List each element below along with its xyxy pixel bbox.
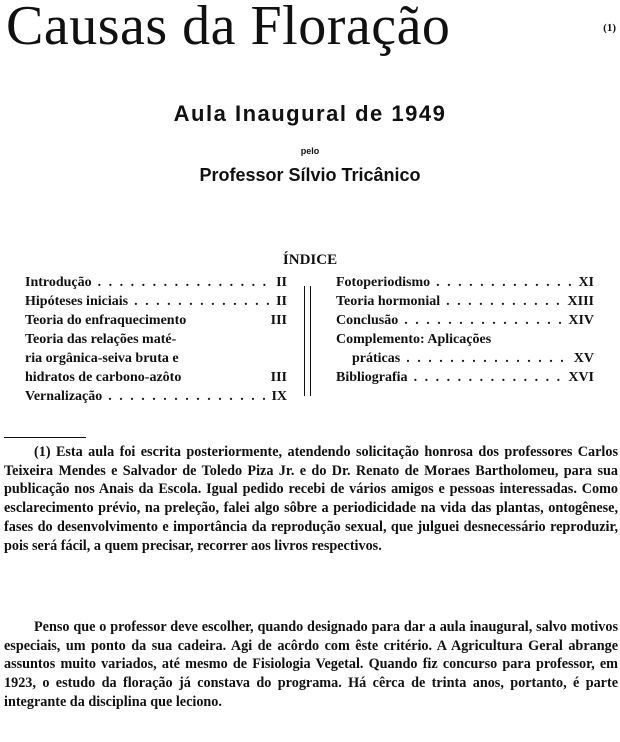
toc-entry[interactable] xyxy=(25,273,287,292)
toc-entry-page: XIII xyxy=(567,294,594,309)
toc-leader-dots xyxy=(414,368,563,387)
toc-entry-page: XV xyxy=(573,351,594,366)
toc-entry[interactable] xyxy=(336,292,594,311)
toc-entry-page: III xyxy=(270,370,287,385)
footnote-paragraph: Penso que o professor deve escolher, quando designado para dar a aula inaugural, salvo motivos especiais, um ponto da sua cadeira. Agi de acôrdo com êste critério. A Agricultura Geral abrange assuntos muito variados, até mesmo de Fisiologia Vegetal. Quando fiz concurso para professor, em 1923, o estudo da floração já constava do programa. Há cêrca de trinta anos, portanto, é parte integrante da disciplina que leciono. xyxy=(4,619,618,710)
toc-entry[interactable] xyxy=(336,368,594,387)
toc-entry-page: II xyxy=(276,294,287,309)
author-name: Professor Sílvio Tricânico xyxy=(199,165,421,185)
toc-entry-label: Teoria hormonial xyxy=(336,294,441,309)
toc-leader-dots xyxy=(446,292,561,311)
toc-entry-page: XI xyxy=(578,275,594,290)
toc-entry-label: Introdução xyxy=(25,275,92,290)
toc-entry-line: ria orgânica-seiva bruta e xyxy=(25,351,179,366)
toc-right-column xyxy=(336,273,594,387)
toc-entry-line: Teoria das relações maté- xyxy=(25,332,177,347)
byline-word: pelo xyxy=(300,146,320,156)
footnote-paragraph: (1) Esta aula foi escrita posteriormente, atendendo solicitação honrosa dos professores Carlos Teixeira Mendes e Salvador de Toledo Piza Jr. e do Dr. Renato de Moraes Bartholomeu, para sua publicação nos Anais da Escola. Igual pedido recebi de vários amigos e pessoas interessadas. Como esclarecimento prévio, na preleção, falei algo sôbre a periodicidade na vida das plantas, ontogênese, fases do desenvolvimento e importância da reprodução sexual, que julguei desnecessário reproduzir, pois será fácil, a quem precisar, recorrer aos livros respectivos. xyxy=(4,444,618,554)
toc-entry-page: XIV xyxy=(568,313,594,328)
toc-leader-dots xyxy=(108,387,265,406)
footnote-separator xyxy=(4,437,86,438)
toc-left-column xyxy=(25,273,287,406)
toc-entry[interactable] xyxy=(25,311,287,330)
toc-entry-line: Complemento: Aplicações xyxy=(336,332,492,347)
index-heading: ÍNDICE xyxy=(282,252,338,268)
toc-entry-line: hidratos de carbono-azôto xyxy=(25,370,182,385)
toc-column-divider xyxy=(304,286,311,396)
toc-leader-dots xyxy=(436,273,572,292)
toc-entry-label: Teoria do enfraquecimento xyxy=(25,313,187,328)
toc-entry-line: práticas xyxy=(352,351,401,366)
toc-entry-page: IX xyxy=(271,389,287,404)
toc-entry-label: Fotoperiodismo xyxy=(336,275,431,290)
toc-entry-page: II xyxy=(276,275,287,290)
toc-entry[interactable] xyxy=(25,292,287,311)
toc-entry-label: Conclusão xyxy=(336,313,399,328)
toc-entry-label: Bibliografia xyxy=(336,370,408,385)
toc-leader-dots xyxy=(134,292,270,311)
toc-entry[interactable] xyxy=(336,311,594,330)
title-row xyxy=(6,0,616,58)
toc-entry-multiline[interactable] xyxy=(25,330,287,387)
toc-entry-label: Hipóteses iniciais xyxy=(25,294,129,309)
page-title: Causas da Floração xyxy=(6,0,451,57)
toc-entry-multiline[interactable] xyxy=(336,330,594,368)
toc-entry[interactable] xyxy=(336,273,594,292)
footnote-mark[interactable]: (1) xyxy=(603,22,616,34)
toc-entry-page: III xyxy=(270,313,287,328)
subtitle: Aula Inaugural de 1949 xyxy=(173,101,447,126)
toc-leader-dots xyxy=(98,273,270,292)
toc-leader-dots xyxy=(406,349,568,368)
toc-leader-dots xyxy=(404,311,562,330)
toc-entry-label: Vernalização xyxy=(25,389,103,404)
toc-entry[interactable] xyxy=(25,387,287,406)
toc-entry-page: XVI xyxy=(568,370,594,385)
